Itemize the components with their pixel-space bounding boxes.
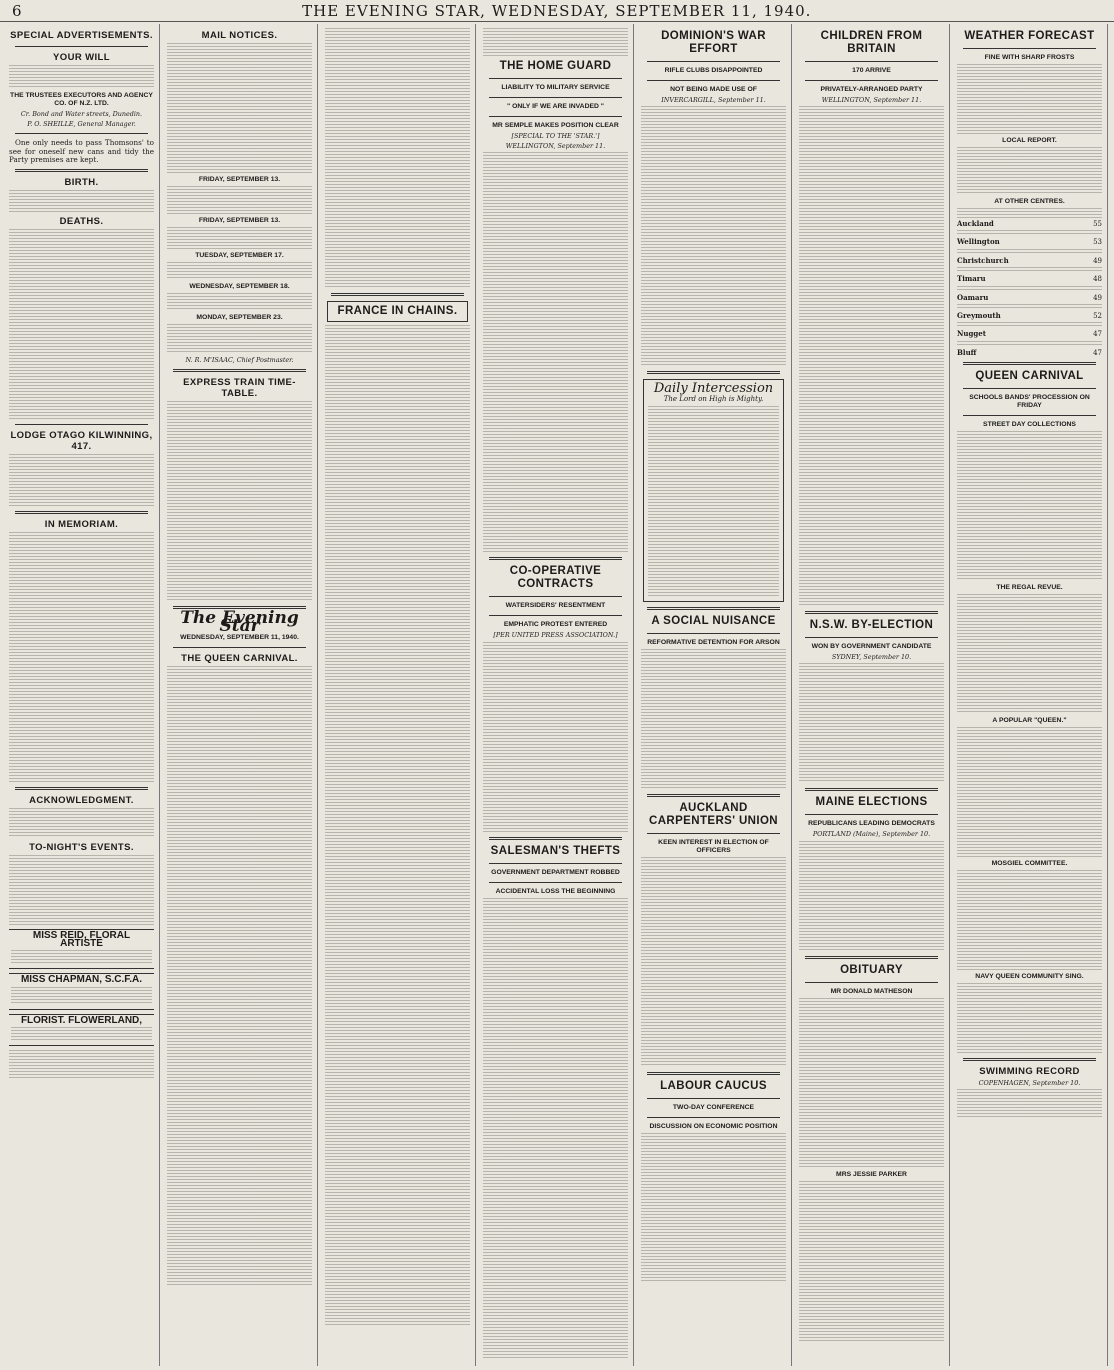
special-ads-heading: SPECIAL ADVERTISEMENTS.: [10, 30, 153, 41]
intercession-sub: The Lord on High is Mighty.: [663, 395, 764, 404]
column-7: [954, 24, 1108, 1366]
will-ad-company: THE TRUSTEES EXECUTORS AND AGENCY CO. OF N.Z. LTD.: [10, 92, 153, 107]
mail-tuesday: TUESDAY, SEPTEMBER 17.: [195, 252, 284, 259]
evening-star-logo: The Evening Star: [180, 608, 299, 637]
weather-row: Greymouth 52: [957, 311, 1102, 321]
weather-row: Wellington 53: [957, 237, 1102, 247]
carpenters-sub: KEEN INTEREST IN ELECTION OF OFFICERS: [658, 838, 769, 854]
swimming-heading: SWIMMING RECORD: [979, 1066, 1080, 1078]
acknowledgment-heading: ACKNOWLEDGMENT.: [29, 795, 134, 807]
column-4: [480, 24, 634, 1366]
swimming-dateline: COPENHAGEN, September 10.: [978, 1079, 1081, 1088]
home-guard-sub3: MR SEMPLE MAKES POSITION CLEAR: [492, 122, 619, 129]
carpenters-heading: AUCKLAND CARPENTERS' UNION: [648, 801, 778, 827]
lodge-heading: LODGE OTAGO KILWINNING, 417.: [10, 430, 153, 453]
weather-row: Oamaru 49: [957, 292, 1102, 302]
weather-row: Timaru 48: [957, 274, 1102, 284]
coop-sub1: WATERSIDERS' RESENTMENT: [505, 602, 606, 610]
mail-notices-heading: MAIL NOTICES.: [201, 30, 278, 41]
will-ad-title: YOUR WILL: [53, 52, 110, 63]
france-in-chains-heading: FRANCE IN CHAINS.: [327, 301, 468, 322]
home-guard-heading: THE HOME GUARD: [499, 60, 612, 72]
queen-carnival-heading: QUEEN CARNIVAL: [975, 370, 1084, 383]
nsw-dateline: SYDNEY, September 10.: [831, 653, 912, 662]
masthead: [0, 0, 1114, 22]
mail-wednesday: WEDNESDAY, SEPTEMBER 18.: [189, 283, 290, 290]
column-6: [796, 24, 950, 1366]
miss-chapman-ad: MISS CHAPMAN, S.C.F.A.: [9, 973, 154, 1009]
coop-sub2: EMPHATIC PROTEST ENTERED: [503, 621, 608, 629]
weather-table: [957, 220, 1102, 357]
weather-row: Nugget 47: [957, 329, 1102, 339]
salesman-thefts-heading: SALESMAN'S THEFTS: [490, 844, 621, 857]
intercession-heading: Daily Intercession: [653, 381, 774, 397]
other-centres-heading: AT OTHER CENTRES.: [994, 198, 1065, 205]
carnival-sub1: SCHOOLS BANDS' PROCESSION ON FRIDAY: [969, 394, 1090, 410]
salesman-sub2: ACCIDENTAL LOSS THE BEGINNING: [495, 887, 616, 895]
weather-row: Auckland 55: [957, 219, 1102, 228]
mail-friday-2: FRIDAY, SEPTEMBER 13.: [198, 217, 281, 224]
postmaster-signature: N. R. M'ISAAC, Chief Postmaster.: [185, 356, 294, 364]
miss-reid-ad: MISS REID, FLORAL ARTISTE: [9, 929, 154, 969]
war-effort-dateline: INVERCARGILL, September 11.: [661, 96, 766, 104]
home-guard-sub1: LIABILITY TO MILITARY SERVICE: [501, 84, 610, 91]
popular-queen-heading: A POPULAR "QUEEN.": [992, 717, 1067, 725]
obit-parker: MRS JESSIE PARKER: [836, 1170, 907, 1178]
children-heading: CHILDREN FROM BRITAIN: [820, 30, 923, 55]
mail-monday: MONDAY, SEPTEMBER 23.: [196, 314, 283, 321]
salesman-sub1: GOVERNMENT DEPARTMENT ROBBED: [491, 868, 620, 876]
regal-revue-heading: THE REGAL REVUE.: [996, 584, 1063, 592]
obituary-heading: OBITUARY: [840, 963, 903, 976]
social-nuisance-sub: REFORMATIVE DETENTION FOR ARSON: [647, 638, 780, 646]
newspaper-columns: [6, 24, 1108, 1366]
weather-sub: FINE WITH SHARP FROSTS: [984, 54, 1075, 61]
home-guard-sub2: " ONLY IF WE ARE INVADED ": [506, 103, 605, 110]
editorial-heading: THE QUEEN CARNIVAL.: [181, 652, 298, 664]
will-ad-manager: P. O. SHEILLE, General Manager.: [27, 120, 136, 129]
page-title: THE EVENING STAR, WEDNESDAY, SEPTEMBER 11, 1940.: [302, 1, 812, 20]
tonights-events-heading: TO-NIGHT'S EVENTS.: [29, 842, 134, 854]
weather-row: Christchurch 49: [957, 255, 1102, 265]
home-guard-dateline: WELLINGTON, September 11.: [505, 142, 606, 151]
home-guard-special: [SPECIAL TO THE 'STAR.']: [511, 132, 600, 140]
navy-sing-heading: NAVY QUEEN COMMUNITY SING.: [975, 973, 1084, 981]
weather-row: Bluff 47: [957, 347, 1102, 357]
labour-caucus-heading: LABOUR CAUCUS: [660, 1079, 767, 1092]
war-effort-heading: DOMINION'S WAR EFFORT: [661, 30, 766, 55]
editorial-dateline: WEDNESDAY, SEPTEMBER 11, 1940.: [180, 633, 299, 641]
obit-matheson: MR DONALD MATHESON: [830, 987, 913, 995]
florist-ad: FLORIST. FLOWERLAND,: [9, 1014, 154, 1046]
express-timetable-heading: EXPRESS TRAIN TIME-TABLE.: [183, 377, 296, 400]
column-3: [322, 24, 476, 1366]
column-1: [6, 24, 160, 1366]
column-2: [164, 24, 318, 1366]
war-effort-sub1: RIFLE CLUBS DISAPPOINTED: [664, 67, 763, 74]
labour-sub2: DISCUSSION ON ECONOMIC POSITION: [649, 1122, 778, 1130]
war-effort-sub2: NOT BEING MADE USE OF: [670, 86, 757, 93]
weather-heading: WEATHER FORECAST: [964, 30, 1095, 42]
carnival-sub2: STREET DAY COLLECTIONS: [983, 421, 1076, 429]
mosgiel-heading: MOSGIEL COMMITTEE.: [991, 860, 1068, 868]
coop-contracts-heading: CO-OPERATIVE CONTRACTS: [509, 565, 602, 591]
mail-friday-1: FRIDAY, SEPTEMBER 13.: [198, 176, 281, 183]
nsw-sub: WON BY GOVERNMENT CANDIDATE: [811, 643, 932, 651]
intercession-box: [643, 379, 784, 601]
children-dateline: WELLINGTON, September 11.: [821, 96, 922, 104]
will-ad-address: Cr. Bond and Water streets, Dunedin.: [20, 110, 143, 118]
maine-heading: MAINE ELECTIONS: [815, 796, 928, 809]
deaths-heading: DEATHS.: [59, 216, 104, 228]
births-heading: BIRTH.: [64, 177, 99, 189]
page-number: 6: [12, 1, 22, 20]
column-5: [638, 24, 792, 1366]
thomsons-note: One only needs to pass Thomsons' to see for oneself new cans and tidy the Party premises are kept.: [9, 138, 154, 164]
memoriam-heading: IN MEMORIAM.: [44, 519, 119, 531]
coop-press: [PER UNITED PRESS ASSOCIATION.]: [493, 631, 618, 640]
social-nuisance-heading: A SOCIAL NUISANCE: [651, 614, 776, 627]
local-report-heading: LOCAL REPORT.: [1002, 137, 1057, 144]
maine-dateline: PORTLAND (Maine), September 10.: [812, 830, 931, 839]
children-sub2: PRIVATELY-ARRANGED PARTY: [820, 86, 923, 93]
labour-sub1: TWO-DAY CONFERENCE: [672, 1103, 755, 1111]
children-sub1: 170 ARRIVE: [852, 67, 891, 74]
maine-sub: REPUBLICANS LEADING DEMOCRATS: [808, 820, 935, 828]
nsw-heading: N.S.W. BY-ELECTION: [809, 619, 934, 632]
